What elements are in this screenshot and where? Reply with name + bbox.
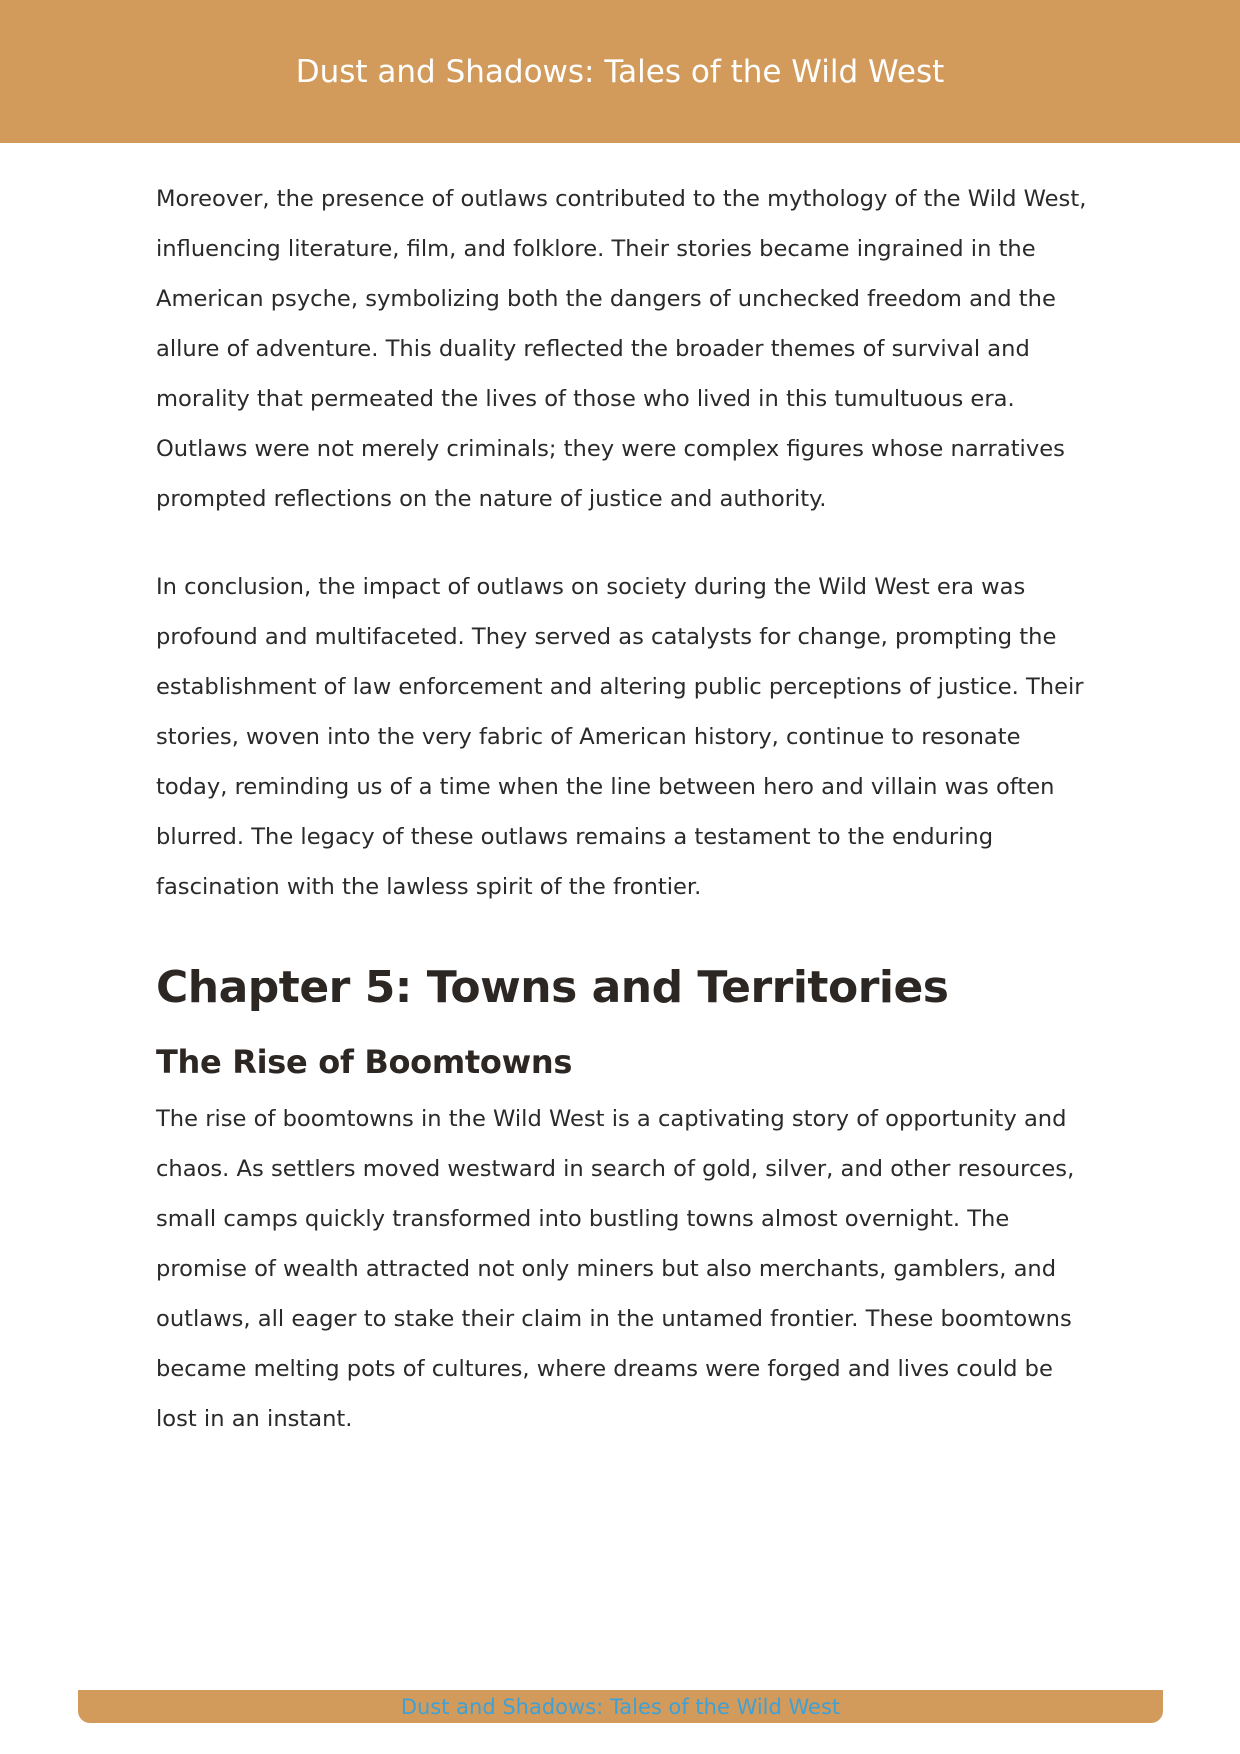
page-content bbox=[156, 174, 1091, 1444]
footer-text: Dust and Shadows: Tales of the Wild West bbox=[400, 1695, 841, 1719]
section-title: The Rise of Boomtowns bbox=[156, 1043, 573, 1081]
page-footer bbox=[78, 1690, 1163, 1723]
body-paragraph: The rise of boomtowns in the Wild West is a captivating story of opportunity and chaos. As settlers moved westward in search of gold, silver, and other resources, small camps quickly transformed into bustling towns almost overnight. The promise of wealth attracted not only miners but also merchants, gamblers, and outlaws, all eager to stake their claim in the untamed frontier. These boomtowns became melting pots of cultures, where dreams were forged and lives could be lost in an instant. bbox=[156, 1106, 1075, 1432]
page-header bbox=[0, 0, 1240, 143]
header-title: Dust and Shadows: Tales of the Wild West bbox=[295, 54, 945, 90]
body-paragraph: Moreover, the presence of outlaws contributed to the mythology of the Wild West, influencing literature, film, and folklore. Their stories became ingrained in the American psyche, symbolizing both the dangers of unchecked freedom and the allure of adventure. This duality reflected the broader themes of survival and morality that permeated the lives of those who lived in this tumultuous era. Outlaws were not merely criminals; they were complex figures whose narratives prompted reflections on the nature of justice and authority. bbox=[156, 186, 1087, 512]
chapter-title: Chapter 5: Towns and Territories bbox=[156, 962, 949, 1013]
body-paragraph: In conclusion, the impact of outlaws on society during the Wild West era was profound and multifaceted. They served as catalysts for change, prompting the establishment of law enforcement and altering public perceptions of justice. Their stories, woven into the very fabric of American history, continue to resonate today, reminding us of a time when the line between hero and villain was often blurred. The legacy of these outlaws remains a testament to the enduring fascination with the lawless spirit of the frontier. bbox=[156, 574, 1084, 900]
